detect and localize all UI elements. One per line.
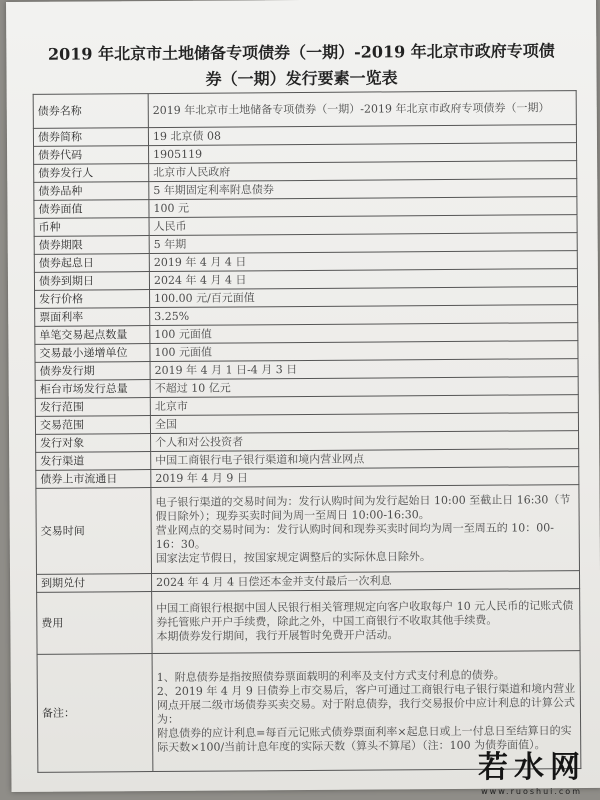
row-value: 北京市人民政府 [149, 161, 577, 182]
row-value: 100.00 元/百元面值 [150, 287, 578, 308]
paragraph: 营业网点的交易时间为：发行认购时间和现券买卖时间均为周一至周五的 10：00-16：30。 [155, 520, 554, 551]
row-value: 2024 年 4 月 4 日 [149, 269, 577, 290]
row-value: 北京市 [150, 395, 578, 416]
row-label: 发行渠道 [36, 452, 151, 471]
row-label: 债券名称 [33, 94, 148, 129]
row-label: 交易最小递增单位 [35, 344, 150, 363]
row-label: 发行对象 [36, 434, 151, 453]
row-label: 柜台市场发行总量 [35, 380, 150, 399]
row-value: 全国 [150, 413, 578, 434]
row-label: 备注： [37, 654, 153, 773]
paragraph: 2024 年 4 月 4 日偿还本金并支付最后一次利息 [156, 573, 392, 589]
row-label: 费用 [37, 592, 152, 655]
row-label: 债券品种 [34, 182, 149, 201]
row-value: 5 年期固定利率附息债券 [149, 179, 577, 200]
row-label: 债券到期日 [34, 272, 149, 291]
row-label: 债券期限 [34, 236, 149, 255]
row-value: 3.25% [150, 305, 578, 326]
site-watermark-url: www.ruoshui.com [481, 787, 582, 796]
row-label: 债券面值 [34, 200, 149, 219]
row-value: 人民币 [149, 215, 577, 236]
paragraph: 1、附息债券是指按照债券票面载明的利率及支付方式支付利息的债券。 [156, 668, 505, 684]
row-value: 19 北京债 08 [148, 125, 576, 146]
document-title [46, 38, 556, 94]
row-value: 100 元面值 [150, 323, 578, 344]
paragraph: 国家法定节假日，按国家规定调整后的实际休息日除外。 [155, 549, 431, 565]
row-value: 100 元 [149, 197, 577, 218]
row-value: 5 年期 [149, 233, 577, 254]
row-label: 发行价格 [35, 290, 150, 309]
row-label: 交易范围 [35, 416, 150, 435]
row-label: 债券简称 [33, 128, 148, 147]
row-label: 币种 [34, 218, 149, 237]
row-label: 票面利率 [35, 308, 150, 327]
title-line-1: 2019 年北京市土地储备专项债券（一期）-2019 年北京市政府专项债 [47, 41, 555, 64]
paragraph: 本期债券发行期间，我行开展暂时免费开户活动。 [156, 627, 399, 643]
fees-row [37, 589, 580, 655]
row-label: 债券上市流通日 [36, 470, 151, 489]
row-label: 单笔交易起点数量 [35, 326, 150, 345]
document-paper [6, 0, 600, 792]
row-value: 个人和对公投资者 [151, 431, 579, 452]
row-value: 中国工商银行电子银行渠道和境内营业网点 [151, 449, 579, 470]
site-watermark: 若水网 [478, 750, 586, 785]
paragraph: 2、2019 年 4 月 9 日债券上市交易后，客户可通过工商银行电子银行渠道和境内营业网点开展二级市场债券买卖交易。对于附息债券，我行交易报价中应计利息的计算公式为： [156, 681, 576, 726]
paragraph: 中国工商银行根据中国人民银行相关管理规定向客户收取每户 10 元人民币的记账式债券托管账户开户手续费，除此之外，中国工商银行不收取其他手续费。 [156, 598, 574, 629]
row-label: 债券代码 [34, 146, 149, 165]
row-value [151, 485, 580, 574]
row-value: 不超过 10 亿元 [150, 377, 578, 398]
row-value: 2019 年北京市土地储备专项债券（一期）-2019 年北京市政府专项债券（一期） [148, 91, 576, 128]
title-line-2: 券（一期）发行要素一览表 [205, 68, 398, 89]
row-value: 100 元面值 [150, 341, 578, 362]
paragraph: 电子银行渠道的交易时间为：发行认购时间为发行起始日 10:00 至截止日 16:30（节假日除外）；现券买卖时间为周一至周日 10:00-16:30。 [155, 492, 571, 523]
row-value [152, 589, 580, 654]
row-label: 交易时间 [36, 488, 152, 575]
row-label: 到期兑付 [37, 574, 152, 593]
bond-info-table [33, 90, 582, 773]
row-label: 发行范围 [35, 398, 150, 417]
table-row [33, 91, 576, 129]
row-label: 债券起息日 [34, 254, 149, 273]
row-label: 债券发行期 [35, 362, 150, 381]
row-value: 2019 年 4 月 1 日-4 月 3 日 [150, 359, 578, 380]
row-value: 2019 年 4 月 9 日 [151, 467, 579, 488]
row-value: 2019 年 4 月 4 日 [149, 251, 577, 272]
row-value: 1905119 [149, 143, 577, 164]
paragraph: 附息债券的应计利息=每百元记账式债券票面利率×起息日或上一付息日至结算日的实际天数×100/当前计息年度的实际天数（算头不算尾）（注：100 为债券面值）。 [157, 723, 572, 754]
trading-time-row [36, 485, 580, 575]
row-label: 债券发行人 [34, 164, 149, 183]
